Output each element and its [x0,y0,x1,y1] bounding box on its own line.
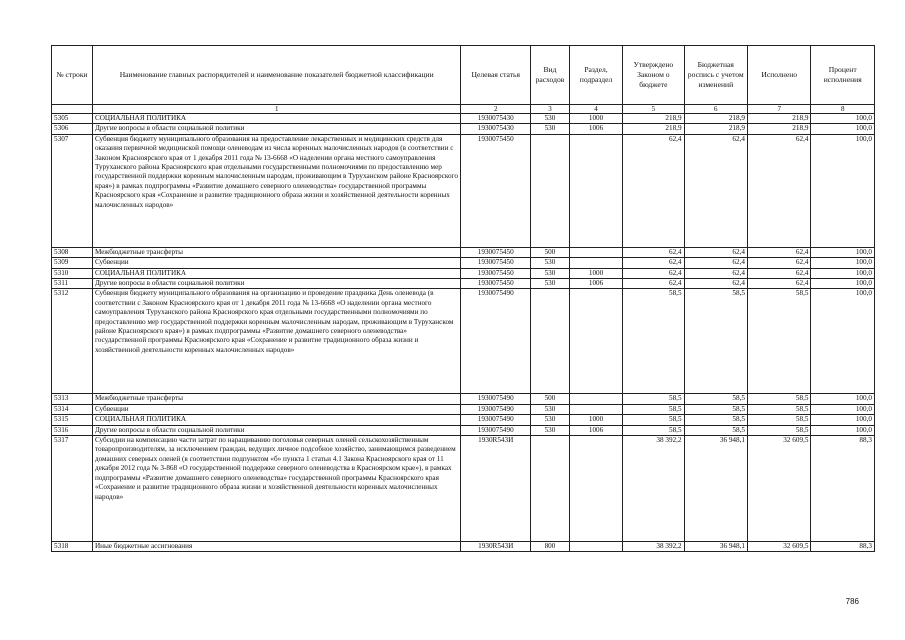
row-section: 1000 [569,268,622,278]
row-target-article: 1930075450 [461,134,531,247]
table-row [52,247,875,257]
row-expense-type: 530 [531,258,570,268]
row-number: 5309 [52,258,93,268]
row-target-article: 1930075450 [461,258,531,268]
row-expense-type: 530 [531,415,570,425]
row-budget-list: 218,9 [684,114,747,124]
row-percent: 88,3 [811,542,875,552]
row-percent: 100,0 [811,289,875,394]
row-approved: 38 392,2 [623,436,684,542]
row-budget-list: 36 948,1 [684,436,747,542]
row-target-article: 1930075490 [461,394,531,404]
row-budget-list: 62,4 [684,247,747,257]
column-number-row [52,105,875,114]
row-budget-list: 58,5 [684,415,747,425]
row-name: СОЦИАЛЬНАЯ ПОЛИТИКА [92,415,461,425]
row-name: СОЦИАЛЬНАЯ ПОЛИТИКА [92,268,461,278]
row-percent: 100,0 [811,134,875,247]
row-budget-list: 36 948,1 [684,542,747,552]
row-number: 5318 [52,542,93,552]
table-row [52,436,875,542]
row-name: Субвенция бюджету муниципального образования на предоставление лекарственных и медицинских средств для оказания первичной медицинской помощи оленеводам из числа коренных малочисленных народов (в соответствии с Законом Красноярского края от 1 декабря 2011 года № 13-6668 «О наделении органа местного самоуправления Туруханского района Красноярского края отдельными государственными полномочиями по предоставлению мер государственной поддержки коренным малочисленным народам, проживающим в Туруханском районе Красноярского края») в рамках подпрограммы «Развитие домашнего северного оленеводства» государственной программы Красноярского края «Сохранение и развитие традиционного образа жизни и хозяйственной деятельности коренных малочисленных народов» [92,134,461,247]
row-executed: 58,5 [748,425,811,435]
row-executed: 62,4 [748,258,811,268]
row-expense-type [531,289,570,394]
table-row [52,542,875,552]
column-number: 3 [531,105,570,114]
row-budget-list: 218,9 [684,124,747,134]
row-section: 1006 [569,279,622,289]
budget-execution-table [51,45,875,552]
row-approved: 58,5 [623,289,684,394]
header-percent: Процент исполнения [811,46,875,105]
row-expense-type: 500 [531,247,570,257]
row-number: 5313 [52,394,93,404]
header-target-article: Целевая статья [461,46,531,105]
row-executed: 32 609,5 [748,542,811,552]
row-name: Другие вопросы в области социальной политики [92,124,461,134]
row-executed: 62,4 [748,134,811,247]
row-number: 5312 [52,289,93,394]
row-section: 1000 [569,415,622,425]
row-number: 5314 [52,404,93,414]
header-row [52,46,875,105]
header-approved: Утверждено Законом о бюджете [623,46,684,105]
row-approved: 58,5 [623,425,684,435]
row-number: 5317 [52,436,93,542]
row-name: Иные бюджетные ассигнования [92,542,461,552]
row-target-article: 1930075490 [461,425,531,435]
row-section [569,289,622,394]
table-row [52,394,875,404]
row-name: Субвенции [92,258,461,268]
row-approved: 58,5 [623,394,684,404]
row-approved: 218,9 [623,114,684,124]
row-executed: 58,5 [748,404,811,414]
column-number: 1 [92,105,461,114]
row-name: Межбюджетные трансферты [92,247,461,257]
row-percent: 100,0 [811,425,875,435]
header-section: Раздел, подраздел [569,46,622,105]
row-target-article: 1930075430 [461,124,531,134]
row-section [569,404,622,414]
row-expense-type: 500 [531,394,570,404]
row-percent: 100,0 [811,394,875,404]
row-name: Субвенция бюджету муниципального образования на организацию и проведение праздника День оленевода (в соответствии с Законом Красноярского края от 1 декабря 2011 года № 13-6668 «О наделении органа местного самоуправления Туруханского района Красноярского края отдельными государственными полномочиями по предоставлению мер государственной поддержки коренным малочисленным народам, проживающим в Туруханском районе Красноярского края») в рамках подпрограммы «Развитие домашнего северного оленеводства» государственной программы Красноярского края «Сохранение и развитие традиционного образа жизни и хозяйственной деятельности коренных малочисленных народов» [92,289,461,394]
row-percent: 100,0 [811,258,875,268]
row-name: Другие вопросы в области социальной политики [92,279,461,289]
row-budget-list: 62,4 [684,134,747,247]
row-executed: 62,4 [748,279,811,289]
row-expense-type: 800 [531,542,570,552]
row-expense-type [531,436,570,542]
row-target-article: 1930R543И [461,436,531,542]
header-row-number: № строки [52,46,93,105]
row-number: 5306 [52,124,93,134]
column-number: 7 [748,105,811,114]
table-row [52,258,875,268]
table-row [52,114,875,124]
row-budget-list: 58,5 [684,425,747,435]
row-number: 5308 [52,247,93,257]
row-target-article: 1930075430 [461,114,531,124]
row-name: СОЦИАЛЬНАЯ ПОЛИТИКА [92,114,461,124]
table-row [52,124,875,134]
row-section [569,436,622,542]
row-number: 5310 [52,268,93,278]
row-expense-type: 530 [531,279,570,289]
row-expense-type: 530 [531,425,570,435]
row-target-article: 1930075450 [461,247,531,257]
row-number: 5316 [52,425,93,435]
row-executed: 62,4 [748,268,811,278]
row-budget-list: 58,5 [684,404,747,414]
column-number: 8 [811,105,875,114]
row-name: Межбюджетные трансферты [92,394,461,404]
column-number [52,105,93,114]
row-budget-list: 58,5 [684,394,747,404]
row-expense-type: 530 [531,268,570,278]
row-number: 5311 [52,279,93,289]
table-row [52,268,875,278]
row-target-article: 1930075490 [461,289,531,394]
row-section [569,542,622,552]
row-number: 5305 [52,114,93,124]
table-row [52,415,875,425]
row-target-article: 1930075450 [461,279,531,289]
row-approved: 62,4 [623,258,684,268]
row-executed: 58,5 [748,394,811,404]
column-number: 4 [569,105,622,114]
header-name: Наименование главных распорядителей и наименование показателей бюджетной классификации [92,46,461,105]
row-percent: 100,0 [811,114,875,124]
row-section [569,258,622,268]
table-row [52,279,875,289]
row-section: 1006 [569,124,622,134]
row-executed: 218,9 [748,124,811,134]
table-row [52,425,875,435]
row-percent: 100,0 [811,415,875,425]
row-budget-list: 58,5 [684,289,747,394]
row-executed: 32 609,5 [748,436,811,542]
column-number: 5 [623,105,684,114]
table-body [52,114,875,552]
row-target-article: 1930075490 [461,415,531,425]
row-name: Другие вопросы в области социальной политики [92,425,461,435]
row-budget-list: 62,4 [684,279,747,289]
row-section: 1000 [569,114,622,124]
row-budget-list: 62,4 [684,268,747,278]
row-target-article: 1930075450 [461,268,531,278]
row-expense-type [531,134,570,247]
row-number: 5315 [52,415,93,425]
row-approved: 62,4 [623,279,684,289]
table-row [52,404,875,414]
row-approved: 62,4 [623,268,684,278]
row-name: Субвенции [92,404,461,414]
row-expense-type: 530 [531,124,570,134]
row-approved: 218,9 [623,124,684,134]
row-percent: 100,0 [811,279,875,289]
row-approved: 62,4 [623,134,684,247]
row-executed: 218,9 [748,114,811,124]
row-target-article: 1930R543И [461,542,531,552]
table-row [52,134,875,247]
row-approved: 58,5 [623,404,684,414]
row-percent: 88,3 [811,436,875,542]
row-number: 5307 [52,134,93,247]
row-executed: 58,5 [748,415,811,425]
row-executed: 58,5 [748,289,811,394]
row-section [569,134,622,247]
row-approved: 62,4 [623,247,684,257]
header-expense-type: Вид расходов [531,46,570,105]
row-section: 1006 [569,425,622,435]
row-name: Субсидии на компенсацию части затрат по наращиванию поголовья северных оленей сельскохозяйственным товаропроизводителям, за исключением граждан, ведущих личное подсобное хозяйство, занимающимся разведением домашних северных оленей (в соответствии подпунктом «б» пункта 1 статьи 4.1 Закона Красноярского края от 11 декабря 2012 года № 3-868 «О государственной поддержке северного оленеводства в Красноярском крае»), в рамках подпрограммы «Развитие домашнего северного оленеводства» государственной программы Красноярского края «Сохранение и развитие традиционного образа жизни и хозяйственной деятельности коренных малочисленных народов» [92,436,461,542]
column-number: 2 [461,105,531,114]
row-budget-list: 62,4 [684,258,747,268]
table-row [52,289,875,394]
row-percent: 100,0 [811,268,875,278]
column-number: 6 [684,105,747,114]
row-section [569,247,622,257]
row-percent: 100,0 [811,247,875,257]
row-section [569,394,622,404]
row-percent: 100,0 [811,404,875,414]
row-target-article: 1930075490 [461,404,531,414]
header-executed: Исполнено [748,46,811,105]
row-expense-type: 530 [531,114,570,124]
row-approved: 38 392,2 [623,542,684,552]
header-budget-list: Бюджетная роспись с учетом изменений [684,46,747,105]
row-percent: 100,0 [811,124,875,134]
page-number: 786 [845,597,859,606]
row-executed: 62,4 [748,247,811,257]
row-approved: 58,5 [623,415,684,425]
row-expense-type: 530 [531,404,570,414]
